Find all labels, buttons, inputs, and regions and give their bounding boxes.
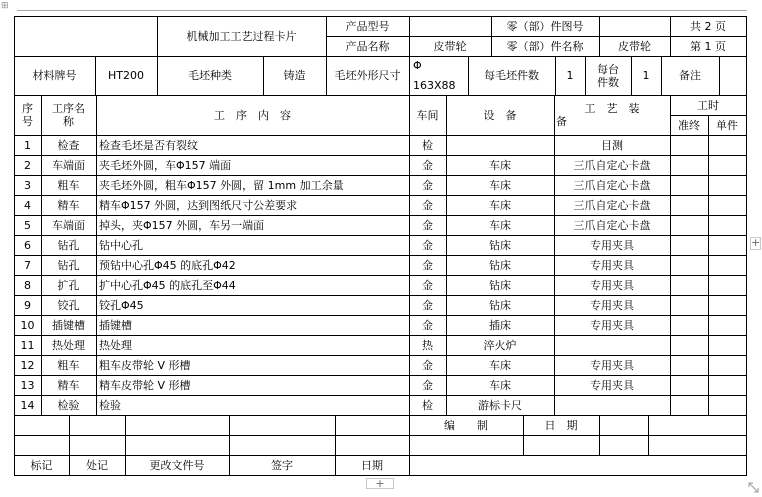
pieces-per-unit-value[interactable]: 1 xyxy=(642,69,650,82)
add-row-button[interactable]: + xyxy=(366,478,394,489)
operation-tooling[interactable]: 三爪自定心卡盘 xyxy=(573,158,651,172)
operation-content[interactable]: 检查毛坯是否有裂纹 xyxy=(99,138,198,152)
table-border xyxy=(41,95,42,135)
table-border xyxy=(14,56,15,95)
operation-workshop[interactable]: 金 xyxy=(422,298,433,312)
compile-label[interactable]: 编 制 xyxy=(444,418,488,432)
column-tooling-line2: 备 xyxy=(556,115,567,128)
operation-tooling[interactable] xyxy=(554,395,670,415)
blank-type-label[interactable]: 毛坯种类 xyxy=(188,69,232,82)
table-border xyxy=(96,135,97,415)
operation-equipment[interactable]: 车床 xyxy=(489,358,511,372)
operation-workshop[interactable]: 检 xyxy=(422,398,433,412)
operation-workshop[interactable]: 金 xyxy=(422,278,433,292)
operation-number[interactable]: 10 xyxy=(20,318,35,332)
operation-number[interactable]: 7 xyxy=(24,258,31,272)
operation-name[interactable]: 粗车 xyxy=(57,178,80,192)
table-border xyxy=(599,415,600,455)
operation-time-prep[interactable] xyxy=(670,355,708,375)
operation-number[interactable]: 5 xyxy=(24,218,31,232)
column-time-prep[interactable]: 准终 xyxy=(678,118,700,132)
table-border xyxy=(14,16,15,56)
table-border xyxy=(746,56,747,95)
table-border xyxy=(523,415,524,455)
column-sequence-line2: 号 xyxy=(22,115,33,128)
operation-content[interactable]: 扩中心孔Φ45 的底孔至Φ44 xyxy=(99,278,236,292)
pieces-per-unit-label-line1: 每台 xyxy=(597,62,619,76)
operation-time-prep[interactable] xyxy=(670,215,708,235)
operation-time-unit[interactable] xyxy=(708,315,746,335)
operation-tooling[interactable]: 专用夹具 xyxy=(590,358,634,372)
table-border xyxy=(746,95,747,135)
operation-name[interactable]: 检验 xyxy=(57,398,80,412)
operation-number[interactable]: 14 xyxy=(20,398,35,412)
table-border xyxy=(670,16,671,56)
part-drawing-label[interactable]: 零（部）件图号 xyxy=(506,19,584,33)
table-move-handle-icon[interactable]: ⊞ xyxy=(1,1,9,11)
operation-tooling[interactable]: 专用夹具 xyxy=(590,238,634,252)
operation-name[interactable]: 车端面 xyxy=(52,218,85,232)
pieces-per-blank-label[interactable]: 每毛坯件数 xyxy=(484,69,539,82)
table-border xyxy=(409,95,410,135)
table-border xyxy=(719,56,720,95)
operation-tooling[interactable]: 三爪自定心卡盘 xyxy=(573,218,651,232)
operation-name[interactable]: 精车 xyxy=(57,198,80,212)
operation-time-unit[interactable] xyxy=(708,195,746,215)
part-name-value[interactable]: 皮带轮 xyxy=(618,39,651,53)
table-border xyxy=(14,455,15,476)
operation-time-unit[interactable] xyxy=(708,135,746,155)
operation-name[interactable]: 插键槽 xyxy=(52,318,85,332)
product-name-label[interactable]: 产品名称 xyxy=(345,39,390,53)
operation-name[interactable]: 扩孔 xyxy=(57,278,80,292)
operation-content[interactable]: 钻中心孔 xyxy=(99,238,143,252)
operation-tooling[interactable]: 专用夹具 xyxy=(590,318,634,332)
table-border xyxy=(409,415,410,455)
operation-tooling[interactable] xyxy=(554,335,670,355)
column-time-unit[interactable]: 单件 xyxy=(716,118,738,132)
column-tooling-line1: 工 艺 装 xyxy=(584,102,640,115)
operation-time-prep[interactable] xyxy=(670,315,708,335)
column-tooling[interactable] xyxy=(554,95,670,135)
operation-workshop[interactable]: 金 xyxy=(422,258,433,272)
operation-number[interactable]: 6 xyxy=(24,238,31,252)
operation-equipment[interactable]: 车床 xyxy=(489,218,511,232)
table-border xyxy=(14,415,746,416)
product-model-value[interactable] xyxy=(409,16,491,36)
operation-content[interactable]: 插键槽 xyxy=(99,318,132,332)
operation-time-prep[interactable] xyxy=(670,335,708,355)
operation-time-unit[interactable] xyxy=(708,335,746,355)
table-border xyxy=(14,135,15,415)
footer-mark[interactable]: 标记 xyxy=(30,458,53,472)
operation-time-unit[interactable] xyxy=(708,275,746,295)
table-border xyxy=(409,135,410,415)
operation-number[interactable]: 1 xyxy=(24,138,31,152)
operation-name[interactable]: 热处理 xyxy=(52,338,85,352)
operation-content[interactable]: 铰孔Φ45 xyxy=(99,298,144,312)
operation-time-prep[interactable] xyxy=(670,135,708,155)
blank-size-label[interactable]: 毛坯外形尺寸 xyxy=(334,69,401,82)
operation-equipment[interactable]: 钻床 xyxy=(489,258,511,272)
operation-equipment[interactable]: 钻床 xyxy=(489,278,511,292)
table-border xyxy=(229,415,230,455)
material-grade-value[interactable]: HT200 xyxy=(108,69,144,82)
operation-content[interactable]: 热处理 xyxy=(99,338,132,352)
part-name-label[interactable]: 零（部）件名称 xyxy=(506,39,584,53)
table-border xyxy=(746,135,747,415)
remark-label[interactable]: 备注 xyxy=(679,69,701,82)
page-number[interactable]: 第 1 页 xyxy=(690,39,726,53)
table-border xyxy=(409,56,410,95)
operation-equipment[interactable]: 钻床 xyxy=(489,298,511,312)
operation-equipment[interactable]: 游标卡尺 xyxy=(478,398,522,412)
table-border xyxy=(446,95,447,135)
operation-equipment[interactable]: 车床 xyxy=(489,378,511,392)
product-model-label[interactable]: 产品型号 xyxy=(345,19,390,33)
operation-name[interactable]: 钻孔 xyxy=(57,258,80,272)
operation-equipment[interactable]: 插床 xyxy=(489,318,511,332)
table-resize-handle-icon[interactable] xyxy=(748,478,759,489)
blank-type-value[interactable]: 铸造 xyxy=(283,69,306,82)
operation-time-unit[interactable] xyxy=(708,295,746,315)
table-border xyxy=(14,435,746,436)
table-border xyxy=(468,56,469,95)
operation-workshop[interactable]: 金 xyxy=(422,198,433,212)
operation-time-unit[interactable] xyxy=(708,355,746,375)
table-border xyxy=(95,56,96,95)
operation-content[interactable]: 粗车皮带轮 V 形槽 xyxy=(99,358,191,372)
operation-number[interactable]: 3 xyxy=(24,178,31,192)
operation-time-unit[interactable] xyxy=(708,235,746,255)
pieces-per-blank-value[interactable]: 1 xyxy=(566,69,574,82)
table-border xyxy=(125,415,126,455)
operation-content[interactable]: 精车Φ157 外圆，达到图纸尺寸公差要求 xyxy=(99,198,298,212)
operation-content[interactable]: 夹毛坯外圆，粗车Φ157 外圆，留 1mm 加工余量 xyxy=(99,178,344,192)
table-border xyxy=(409,455,410,476)
pieces-per-unit-label-line2: 件数 xyxy=(597,75,619,89)
operation-time-unit[interactable] xyxy=(708,215,746,235)
table-border xyxy=(746,16,747,56)
operation-workshop[interactable]: 金 xyxy=(422,158,433,172)
table-border xyxy=(708,135,709,415)
part-drawing-value[interactable] xyxy=(599,16,670,36)
table-border xyxy=(746,415,747,455)
table-border xyxy=(326,16,327,56)
operation-tooling[interactable]: 三爪自定心卡盘 xyxy=(573,198,651,212)
table-border xyxy=(554,135,555,415)
operation-number[interactable]: 12 xyxy=(20,358,35,372)
column-workshop[interactable]: 车间 xyxy=(416,108,439,122)
operation-workshop[interactable]: 金 xyxy=(422,318,433,332)
operation-time-prep[interactable] xyxy=(670,295,708,315)
operation-time-prep[interactable] xyxy=(670,275,708,295)
table-border xyxy=(326,36,746,37)
table-border xyxy=(326,56,327,95)
operation-time-prep[interactable] xyxy=(670,255,708,275)
operation-equipment[interactable]: 车床 xyxy=(489,198,511,212)
operation-time-prep[interactable] xyxy=(670,155,708,175)
operation-tooling[interactable]: 专用夹具 xyxy=(590,258,634,272)
operation-workshop[interactable]: 金 xyxy=(422,178,433,192)
operation-name[interactable]: 检查 xyxy=(57,138,80,152)
table-border xyxy=(69,415,70,455)
operation-time-unit[interactable] xyxy=(708,175,746,195)
table-border xyxy=(708,115,709,135)
blank-size-value[interactable] xyxy=(409,56,468,95)
operation-number[interactable]: 4 xyxy=(24,198,31,212)
table-border xyxy=(96,95,97,135)
table-border xyxy=(335,455,336,476)
table-border xyxy=(69,455,70,476)
table-border xyxy=(157,16,158,56)
table-border xyxy=(746,455,747,476)
operation-time-prep[interactable] xyxy=(670,375,708,395)
operation-tooling[interactable]: 专用夹具 xyxy=(590,378,634,392)
operation-content[interactable]: 夹毛坯外圆，车Φ157 端面 xyxy=(99,158,232,172)
column-equipment[interactable]: 设 备 xyxy=(483,108,517,122)
operation-workshop[interactable]: 金 xyxy=(422,218,433,232)
table-border xyxy=(585,56,586,95)
product-name-value[interactable]: 皮带轮 xyxy=(433,39,467,53)
table-border xyxy=(41,135,42,415)
operation-number[interactable]: 11 xyxy=(20,338,35,352)
material-grade-label[interactable]: 材料牌号 xyxy=(32,69,77,82)
table-border xyxy=(335,415,336,455)
card-title[interactable]: 机械加工工艺过程卡片 xyxy=(186,29,297,43)
operation-content[interactable]: 掉头，夹Φ157 外圆，车另一端面 xyxy=(99,218,265,232)
table-border xyxy=(670,135,671,415)
table-border xyxy=(599,16,600,56)
operation-workshop[interactable]: 热 xyxy=(422,338,433,352)
date-label[interactable]: 日 期 xyxy=(544,418,578,432)
operation-number[interactable]: 13 xyxy=(20,378,35,392)
table-border xyxy=(229,455,230,476)
operation-equipment[interactable]: 车床 xyxy=(489,158,511,172)
operation-workshop[interactable]: 金 xyxy=(422,238,433,252)
table-border xyxy=(491,16,492,56)
operation-workshop[interactable]: 金 xyxy=(422,378,433,392)
operation-equipment[interactable] xyxy=(446,135,554,155)
table-border xyxy=(157,56,158,95)
table-border xyxy=(648,415,649,455)
operation-number[interactable]: 2 xyxy=(24,158,31,172)
footer-place[interactable]: 处记 xyxy=(86,458,108,472)
column-operation-name-line2: 称 xyxy=(63,115,74,128)
operation-time-prep[interactable] xyxy=(670,195,708,215)
operation-time-prep[interactable] xyxy=(670,235,708,255)
operation-tooling[interactable]: 三爪自定心卡盘 xyxy=(573,178,651,192)
footer-date[interactable]: 日期 xyxy=(361,458,383,472)
column-operation-name[interactable] xyxy=(41,95,96,135)
table-border xyxy=(554,95,555,135)
table-border xyxy=(14,475,746,476)
page-top-guide-line xyxy=(17,10,747,11)
table-border xyxy=(670,95,671,135)
table-border xyxy=(661,56,662,95)
operation-time-prep[interactable] xyxy=(670,175,708,195)
total-pages[interactable]: 共 2 页 xyxy=(690,19,726,33)
operation-name[interactable]: 钻孔 xyxy=(57,238,80,252)
operation-time-unit[interactable] xyxy=(708,375,746,395)
operation-content[interactable]: 检验 xyxy=(99,398,121,412)
operation-name[interactable]: 车端面 xyxy=(52,158,85,172)
operation-name[interactable]: 粗车 xyxy=(57,358,80,372)
operation-workshop[interactable]: 金 xyxy=(422,358,433,372)
table-border xyxy=(263,56,264,95)
column-sequence-line1: 序 xyxy=(22,102,33,115)
remark-value[interactable] xyxy=(719,56,746,95)
operation-time-unit[interactable] xyxy=(708,395,746,415)
table-border xyxy=(446,135,447,415)
column-sequence[interactable] xyxy=(14,95,41,135)
operation-name[interactable]: 铰孔 xyxy=(57,298,80,312)
operation-time-unit[interactable] xyxy=(708,155,746,175)
operation-equipment[interactable]: 车床 xyxy=(489,178,511,192)
pieces-per-unit-label[interactable] xyxy=(585,56,631,95)
table-border xyxy=(125,455,126,476)
footer-change-doc[interactable]: 更改文件号 xyxy=(149,458,205,472)
blank-size-value-line2: 163X88 xyxy=(413,78,456,92)
table-border xyxy=(409,16,410,56)
table-border xyxy=(14,415,15,455)
table-border xyxy=(14,16,746,17)
operation-number[interactable]: 8 xyxy=(24,278,31,292)
column-operation-name-line1: 工序名 xyxy=(52,102,85,115)
footer-signature[interactable]: 签字 xyxy=(271,458,293,472)
blank-size-value-line1: Φ xyxy=(413,59,422,73)
operation-content[interactable]: 精车皮带轮 V 形槽 xyxy=(99,378,191,392)
operation-tooling[interactable]: 专用夹具 xyxy=(590,278,634,292)
column-time[interactable]: 工时 xyxy=(697,98,719,112)
add-column-button[interactable]: + xyxy=(751,236,761,249)
operation-equipment[interactable]: 淬火炉 xyxy=(483,338,517,352)
operation-tooling[interactable]: 专用夹具 xyxy=(590,298,634,312)
table-border xyxy=(555,56,556,95)
operation-name[interactable]: 精车 xyxy=(57,378,80,392)
operation-number[interactable]: 9 xyxy=(24,298,31,312)
table-border xyxy=(631,56,632,95)
operation-tooling[interactable]: 目测 xyxy=(601,138,623,152)
column-operation-content[interactable]: 工 序 内 容 xyxy=(214,108,291,122)
operation-workshop[interactable]: 检 xyxy=(422,138,433,152)
operation-time-unit[interactable] xyxy=(708,255,746,275)
operation-time-prep[interactable] xyxy=(670,395,708,415)
operation-content[interactable]: 预钻中心孔Φ45 的底孔Φ42 xyxy=(99,258,236,272)
operation-equipment[interactable]: 钻床 xyxy=(489,238,511,252)
table-border xyxy=(14,95,15,135)
